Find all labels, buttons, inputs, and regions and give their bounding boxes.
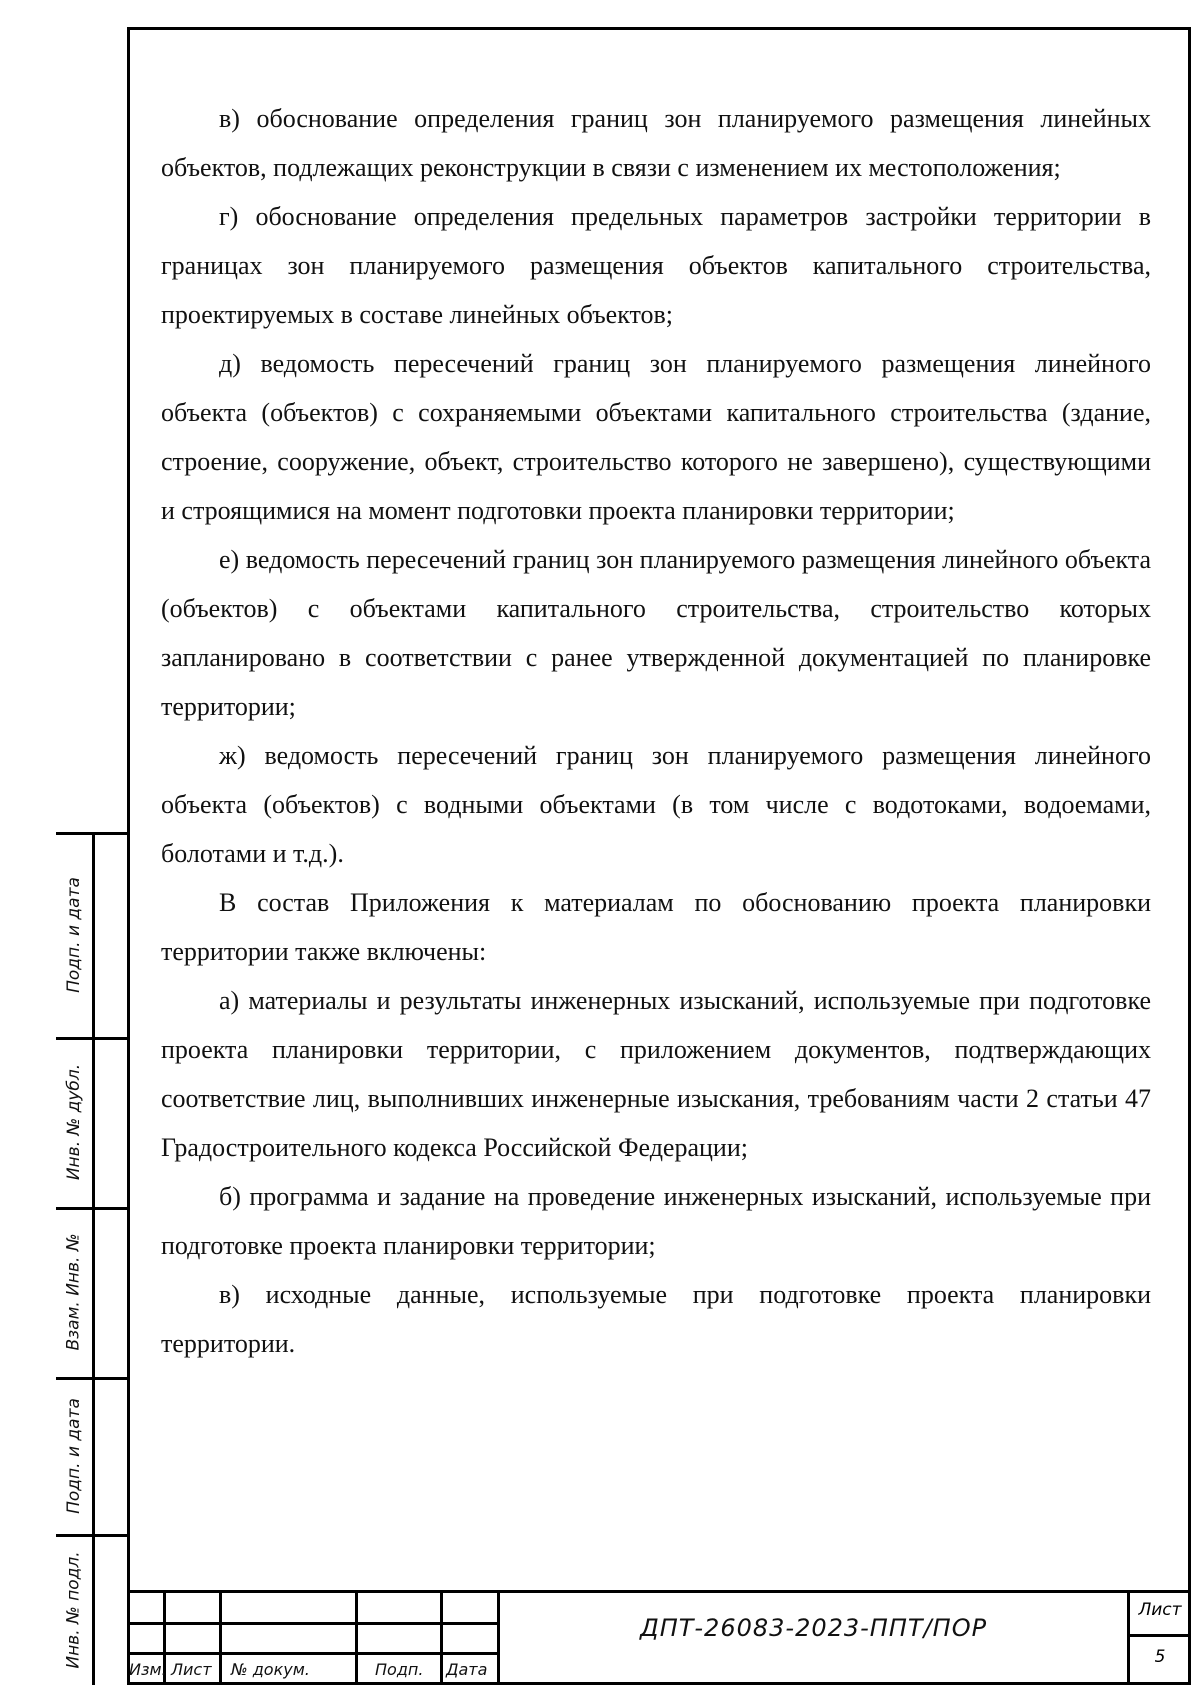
paragraph: а) материалы и результаты инженерных изысканий, используемые при подготовке проекта планировки территории, с приложением документов, подтверждающих соответствие лиц, выполнивших инженерные изыскания, требованиям части 2 статьи 47 Градостроительного кодекса Российской Федерации; [161,986,1151,1162]
paragraph: В состав Приложения к материалам по обоснованию проекта планировки территории также включены: [161,888,1151,966]
paragraph: г) обоснование определения предельных параметров застройки территории в границах зон планируемого размещения объектов капитального строительства, проектируемых в составе линейных объектов; [161,202,1151,329]
inv-dubl-label: Инв. № дубл. [64,1063,84,1181]
paragraph: е) ведомость пересечений границ зон планируемого размещения линейного объекта (объектов) с объектами капитального строительства, строительство которых запланировано в соответствии с ранее утвержденной документацией по планировке территории; [161,545,1151,721]
vzam-inv-label: Взам. Инв. № [64,1233,84,1351]
paragraph: д) ведомость пересечений границ зон планируемого размещения линейного объекта (объектов) с сохраняемыми объектами капитального строительства (здание, строение, сооружение, объект, строительство которого не завершено), существующими и строящимися на момент подготовки проекта планировки территории; [161,349,1151,525]
title-block-col-line [355,1590,358,1685]
date-caption: Дата [446,1660,488,1679]
title-block-col-line [440,1590,443,1685]
margin-stamp [56,832,127,1685]
paragraph: б) программа и задание на проведение инженерных изысканий, используемые при подготовке проекта планировки территории; [161,1182,1151,1260]
sheet-cell-line [1127,1634,1191,1637]
title-block-col-line [219,1590,222,1685]
sign-date-label: Подп. и дата [64,876,84,993]
sign-caption: Подп. [375,1660,424,1679]
document-code: ДПТ-26083-2023-ППТ/ПОР [639,1614,988,1642]
paragraph: в) обоснование определения границ зон планируемого размещения линейных объектов, подлежащих реконструкции в связи с изменением их местоположения; [161,104,1151,182]
doc-num-caption: № докум. [231,1660,310,1679]
title-block-row-line [127,1622,500,1625]
list-caption: Лист [171,1660,212,1679]
sign-date-label-2: Подп. и дата [64,1397,84,1514]
sheet-label: Лист [1138,1600,1182,1620]
document-body [161,94,1151,1368]
paragraph: ж) ведомость пересечений границ зон планируемого размещения линейного объекта (объектов) с водными объектами (в том числе с водотоками, водоемами, болотами и т.д.). [161,741,1151,868]
izm-caption: Изм. [129,1660,167,1679]
sheet-number: 5 [1154,1647,1166,1667]
title-block-top-line [127,1590,1191,1593]
title-block-row-line [127,1652,500,1655]
margin-vertical-line [92,832,95,1685]
title-block [127,1590,1191,1685]
inv-podl-label: Инв. № подл. [64,1550,85,1669]
paragraph: в) исходные данные, используемые при подготовке проекта планировки территории. [161,1280,1151,1358]
